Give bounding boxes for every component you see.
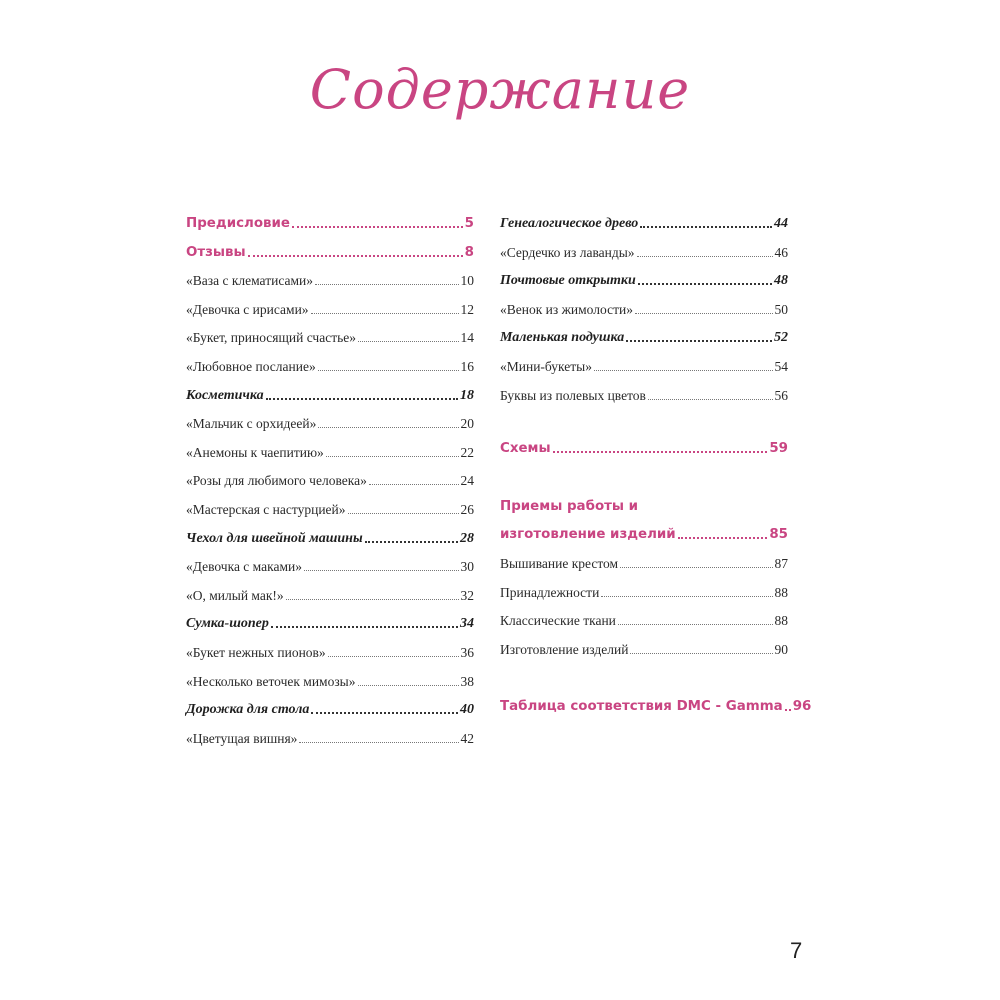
- leader-dots: [626, 340, 772, 342]
- toc-entry-techniques-line2[interactable]: [500, 522, 788, 543]
- leader-dots: [292, 226, 463, 228]
- toc-page: 30: [460, 559, 474, 575]
- toc-entry-reviews[interactable]: [186, 240, 474, 261]
- toc-entry[interactable]: [186, 640, 474, 661]
- leader-dots: [640, 226, 772, 228]
- toc-entry-charts[interactable]: [500, 436, 788, 457]
- leader-dots: [248, 255, 463, 257]
- toc-entry[interactable]: [186, 726, 474, 747]
- toc-page: 42: [460, 730, 474, 746]
- toc-entry[interactable]: [500, 383, 788, 404]
- page-title: Содержание: [309, 58, 691, 121]
- toc-label: Почтовые открытки: [500, 273, 636, 289]
- toc-page: 34: [460, 616, 474, 632]
- spacer: [500, 465, 788, 494]
- toc-label: Таблица соответствия DMC - Gamma: [500, 699, 783, 715]
- toc-label: Чехол для швейной машины: [186, 530, 363, 546]
- leader-dots: [648, 399, 773, 400]
- toc-entry-dmc-gamma-table[interactable]: [500, 694, 812, 715]
- toc-label: «Букет, приносящий счастье»: [186, 330, 356, 346]
- toc-page: 32: [460, 587, 474, 603]
- leader-dots: [299, 742, 458, 743]
- toc-label: «Любовное послание»: [186, 358, 316, 374]
- toc-page: 54: [774, 358, 788, 374]
- toc-entry[interactable]: [186, 297, 474, 318]
- toc-label: Приемы работы и: [500, 498, 639, 514]
- toc-label: Отзывы: [186, 244, 246, 260]
- toc-entry[interactable]: [500, 608, 788, 629]
- toc-label: «Венок из жимолости»: [500, 301, 633, 317]
- leader-dots: [328, 656, 459, 657]
- toc-page: 46: [774, 244, 788, 260]
- leader-dots: [618, 624, 773, 625]
- toc-label: «Мальчик с орхидеей»: [186, 416, 317, 432]
- toc-label: «Девочка с маками»: [186, 559, 302, 575]
- toc-page: 10: [460, 273, 474, 289]
- toc-label: «Цветущая вишня»: [186, 730, 298, 746]
- toc-section-family-tree[interactable]: [500, 211, 788, 232]
- toc-section-small-pillow[interactable]: [500, 325, 788, 346]
- toc-page: 14: [460, 330, 474, 346]
- toc-page: 18: [460, 387, 474, 403]
- toc-page: 28: [460, 530, 474, 546]
- toc-page: 48: [774, 273, 788, 289]
- leader-dots: [365, 541, 458, 543]
- toc-page: 12: [460, 301, 474, 317]
- leader-dots: [785, 709, 791, 711]
- toc-page: 40: [460, 702, 474, 718]
- leader-dots: [601, 596, 772, 597]
- toc-label: Изготовление изделий: [500, 641, 629, 657]
- toc-label: изготовление изделий: [500, 527, 676, 543]
- toc-label: «Несколько веточек мимозы»: [186, 673, 356, 689]
- toc-page: 38: [460, 673, 474, 689]
- toc-section-shopper-bag[interactable]: [186, 611, 474, 632]
- toc-section-table-runner[interactable]: [186, 697, 474, 718]
- toc-label: Вышивание крестом: [500, 555, 619, 571]
- toc-label: «Сердечко из лаванды»: [500, 244, 635, 260]
- toc-label: «Девочка с ирисами»: [186, 301, 309, 317]
- toc-label: Предисловие: [186, 216, 290, 231]
- leader-dots: [286, 599, 459, 600]
- toc-label: «Букет нежных пионов»: [186, 644, 326, 660]
- leader-dots: [630, 653, 772, 654]
- toc-label: Косметичка: [186, 387, 264, 403]
- leader-dots: [315, 284, 459, 285]
- toc-page: 22: [460, 444, 474, 460]
- toc-entry[interactable]: [186, 268, 474, 289]
- toc-right-column: [500, 211, 812, 723]
- toc-entry[interactable]: [186, 440, 474, 461]
- toc-section-cosmetic-bag[interactable]: [186, 383, 474, 404]
- toc-page: 16: [460, 358, 474, 374]
- toc-entry[interactable]: [500, 637, 788, 658]
- toc-entry[interactable]: [500, 354, 788, 375]
- toc-page: 36: [460, 644, 474, 660]
- leader-dots: [369, 484, 459, 485]
- toc-label: «Розы для любимого человека»: [186, 473, 367, 489]
- toc-label: «Ваза с клематисами»: [186, 273, 313, 289]
- toc-page: 50: [774, 301, 788, 317]
- toc-entry[interactable]: [186, 325, 474, 346]
- toc-page: 88: [774, 584, 788, 600]
- toc-page: 87: [774, 555, 788, 571]
- toc-entry[interactable]: [186, 354, 474, 375]
- toc-page: 52: [774, 330, 788, 346]
- spacer: [500, 665, 788, 694]
- toc-label: «Анемоны к чаепитию»: [186, 444, 324, 460]
- page-number: 7: [790, 938, 803, 963]
- toc-left-column: [186, 211, 474, 754]
- leader-dots: [266, 398, 458, 400]
- toc-entry[interactable]: [186, 669, 474, 690]
- leader-dots: [638, 283, 772, 285]
- leader-dots: [635, 313, 773, 314]
- toc-entry[interactable]: [500, 297, 788, 318]
- leader-dots: [271, 626, 458, 628]
- leader-dots: [358, 341, 459, 342]
- toc-entry[interactable]: [500, 580, 788, 601]
- toc-page: 85: [769, 527, 788, 543]
- leader-dots: [594, 370, 773, 371]
- spacer: [500, 411, 788, 436]
- toc-page: 88: [774, 613, 788, 629]
- toc-page: 59: [769, 441, 788, 457]
- leader-dots: [318, 370, 459, 371]
- toc-page: 90: [774, 641, 788, 657]
- toc-label: «Мини-букеты»: [500, 358, 592, 374]
- leader-dots: [553, 451, 768, 453]
- toc-page: 5: [464, 216, 474, 231]
- toc-label: Маленькая подушка: [500, 330, 625, 346]
- leader-dots: [348, 513, 459, 514]
- leader-dots: [311, 712, 458, 714]
- toc-entry[interactable]: [500, 240, 788, 261]
- toc-label: Схемы: [500, 441, 551, 457]
- toc-label: Генеалогическое древо: [500, 216, 639, 231]
- toc-entry[interactable]: [186, 583, 474, 604]
- toc-label: Дорожка для стола: [186, 702, 310, 718]
- toc-label: Буквы из полевых цветов: [500, 387, 646, 403]
- toc-page: 26: [460, 501, 474, 517]
- leader-dots: [678, 537, 768, 539]
- leader-dots: [620, 567, 772, 568]
- toc-entry[interactable]: [186, 554, 474, 575]
- toc-page: 24: [460, 473, 474, 489]
- leader-dots: [358, 685, 459, 686]
- leader-dots: [311, 313, 459, 314]
- leader-dots: [326, 456, 459, 457]
- toc-entry[interactable]: [186, 468, 474, 489]
- leader-dots: [304, 570, 459, 571]
- toc-page: 56: [774, 387, 788, 403]
- toc-page: 96: [792, 699, 812, 715]
- toc-page: 20: [460, 416, 474, 432]
- toc-entry[interactable]: [500, 551, 788, 572]
- toc-section-sewing-machine-cover[interactable]: [186, 526, 474, 547]
- toc-page: 8: [464, 244, 474, 260]
- toc-label: «О, милый мак!»: [186, 587, 284, 603]
- toc-entry[interactable]: [186, 411, 474, 432]
- toc-label: Классические ткани: [500, 613, 616, 629]
- toc-entry[interactable]: [186, 497, 474, 518]
- toc-label: Принадлежности: [500, 584, 600, 600]
- leader-dots: [637, 256, 773, 257]
- toc-entry-techniques-line1[interactable]: [500, 494, 788, 515]
- toc-label: «Мастерская с настурцией»: [186, 501, 346, 517]
- toc-section-postcards[interactable]: [500, 268, 788, 289]
- toc-label: Сумка-шопер: [186, 616, 269, 632]
- toc-entry-preface[interactable]: [186, 211, 474, 232]
- leader-dots: [318, 427, 458, 428]
- toc-page: 44: [774, 216, 788, 231]
